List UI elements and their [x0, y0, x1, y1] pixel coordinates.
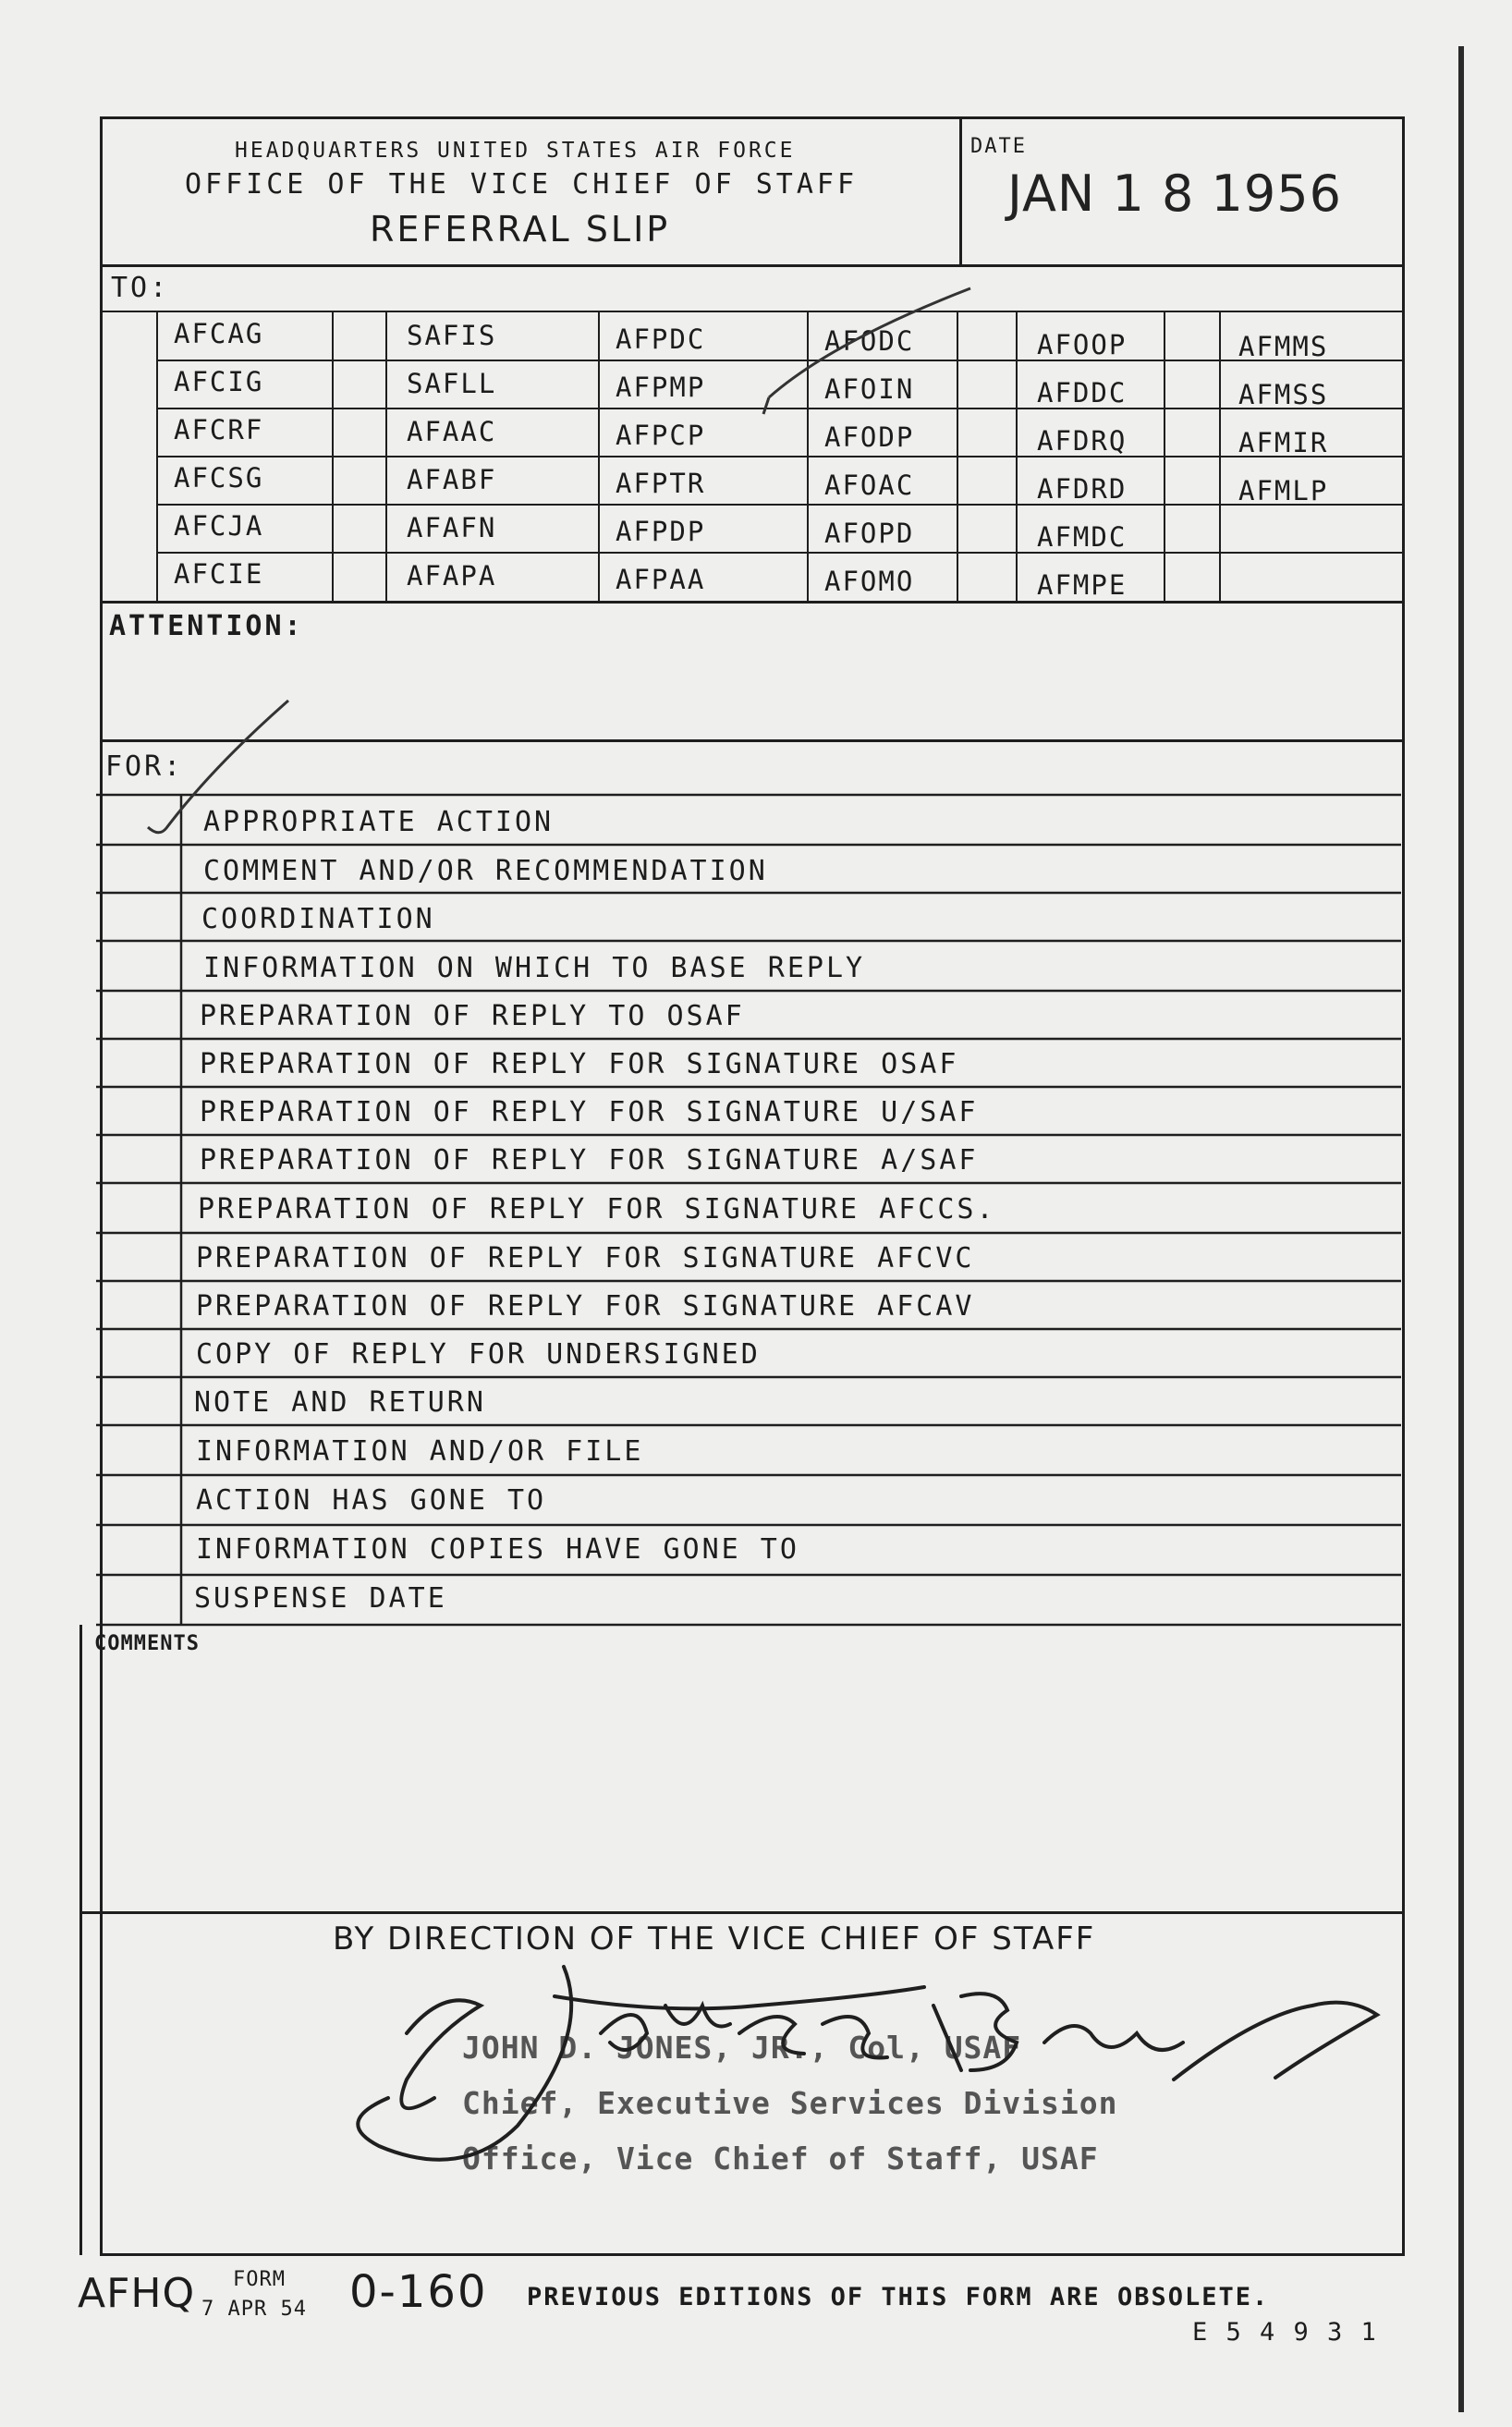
routing-code[interactable]: AFCIG: [174, 366, 264, 397]
footer-form-date: 7 APR 54: [201, 2298, 307, 2321]
routing-code[interactable]: AFAPA: [407, 560, 497, 592]
for-item[interactable]: INFORMATION ON WHICH TO BASE REPLY: [203, 952, 866, 984]
routing-code[interactable]: AFDDC: [1037, 377, 1128, 409]
routing-code[interactable]: AFCAG: [174, 318, 264, 349]
routing-code[interactable]: AFMPE: [1037, 569, 1128, 601]
routing-code[interactable]: AFCJA: [174, 510, 264, 542]
footer-notice: PREVIOUS EDITIONS OF THIS FORM ARE OBSOLETE.: [527, 2283, 1270, 2311]
attention-label: ATTENTION:: [109, 610, 304, 642]
date-label: DATE: [970, 135, 1027, 158]
for-item[interactable]: PREPARATION OF REPLY FOR SIGNATURE U/SAF: [200, 1096, 979, 1128]
for-item[interactable]: INFORMATION COPIES HAVE GONE TO: [196, 1533, 799, 1566]
routing-code[interactable]: AFOIN: [824, 373, 915, 405]
routing-code[interactable]: AFMDC: [1037, 521, 1128, 553]
signer-office: Office, Vice Chief of Staff, USAF: [462, 2140, 1099, 2177]
for-item[interactable]: COORDINATION: [201, 903, 435, 935]
routing-code[interactable]: AFOOP: [1037, 329, 1128, 360]
routing-code[interactable]: SAFLL: [407, 368, 497, 399]
footer-form-number: 0-160: [349, 2266, 488, 2318]
footer-org: AFHQ: [78, 2270, 196, 2317]
routing-code[interactable]: AFAFN: [407, 512, 497, 543]
for-item[interactable]: PREPARATION OF REPLY FOR SIGNATURE OSAF: [200, 1048, 959, 1080]
routing-code[interactable]: AFDRQ: [1037, 425, 1128, 457]
for-item[interactable]: SUSPENSE DATE: [194, 1582, 447, 1615]
routing-code[interactable]: AFCSG: [174, 462, 264, 494]
routing-code[interactable]: AFODC: [824, 325, 915, 357]
routing-code[interactable]: AFPAA: [616, 564, 706, 595]
routing-code[interactable]: SAFIS: [407, 320, 497, 351]
routing-code[interactable]: AFMSS: [1238, 379, 1329, 410]
for-item[interactable]: NOTE AND RETURN: [194, 1386, 486, 1419]
footer-serial: E 5 4 9 3 1: [1192, 2318, 1378, 2347]
for-item[interactable]: PREPARATION OF REPLY FOR SIGNATURE AFCVC: [196, 1242, 975, 1274]
routing-code[interactable]: AFDRD: [1037, 473, 1128, 505]
header-org: HEADQUARTERS UNITED STATES AIR FORCE: [235, 139, 796, 163]
comments-label: COMMENTS: [94, 1632, 200, 1655]
for-item[interactable]: PREPARATION OF REPLY FOR SIGNATURE AFCCS.: [198, 1193, 996, 1226]
for-item[interactable]: PREPARATION OF REPLY FOR SIGNATURE A/SAF: [200, 1144, 979, 1177]
signer-name: JOHN D. JONES, JR., Col, USAF: [462, 2030, 1022, 2066]
header-office: OFFICE OF THE VICE CHIEF OF STAFF: [185, 168, 859, 201]
for-item[interactable]: APPROPRIATE ACTION: [203, 806, 555, 838]
for-label: FOR:: [105, 750, 184, 783]
for-item[interactable]: INFORMATION AND/OR FILE: [196, 1435, 644, 1468]
routing-code[interactable]: AFPMP: [616, 372, 706, 403]
routing-code[interactable]: AFOMO: [824, 566, 915, 597]
for-item[interactable]: PREPARATION OF REPLY FOR SIGNATURE AFCAV: [196, 1290, 975, 1323]
routing-code[interactable]: AFCIE: [174, 558, 264, 590]
routing-code[interactable]: AFMIR: [1238, 427, 1329, 458]
form-title: REFERRAL SLIP: [370, 209, 671, 250]
for-item[interactable]: COMMENT AND/OR RECOMMENDATION: [203, 855, 768, 887]
routing-code[interactable]: AFOPD: [824, 518, 915, 549]
footer-form-label: FORM: [233, 2268, 286, 2291]
signer-title: Chief, Executive Services Division: [462, 2085, 1118, 2121]
date-stamp: JAN 1 8 1956: [1007, 165, 1342, 223]
routing-code[interactable]: AFAAC: [407, 416, 497, 447]
routing-code[interactable]: AFPDC: [616, 323, 706, 355]
direction-line: BY DIRECTION OF THE VICE CHIEF OF STAFF: [333, 1921, 1096, 1957]
routing-code[interactable]: AFABF: [407, 464, 497, 495]
routing-code[interactable]: AFMMS: [1238, 331, 1329, 362]
routing-code[interactable]: AFOAC: [824, 470, 915, 501]
routing-code[interactable]: AFPCP: [616, 420, 706, 451]
routing-code[interactable]: AFODP: [824, 421, 915, 453]
to-label: TO:: [111, 272, 170, 304]
routing-code[interactable]: AFPTR: [616, 468, 706, 499]
routing-code[interactable]: AFPDP: [616, 516, 706, 547]
routing-code[interactable]: AFCRF: [174, 414, 264, 445]
routing-code[interactable]: AFMLP: [1238, 475, 1329, 506]
for-item[interactable]: COPY OF REPLY FOR UNDERSIGNED: [196, 1338, 761, 1371]
for-item[interactable]: ACTION HAS GONE TO: [196, 1484, 547, 1517]
for-item[interactable]: PREPARATION OF REPLY TO OSAF: [200, 1000, 745, 1032]
